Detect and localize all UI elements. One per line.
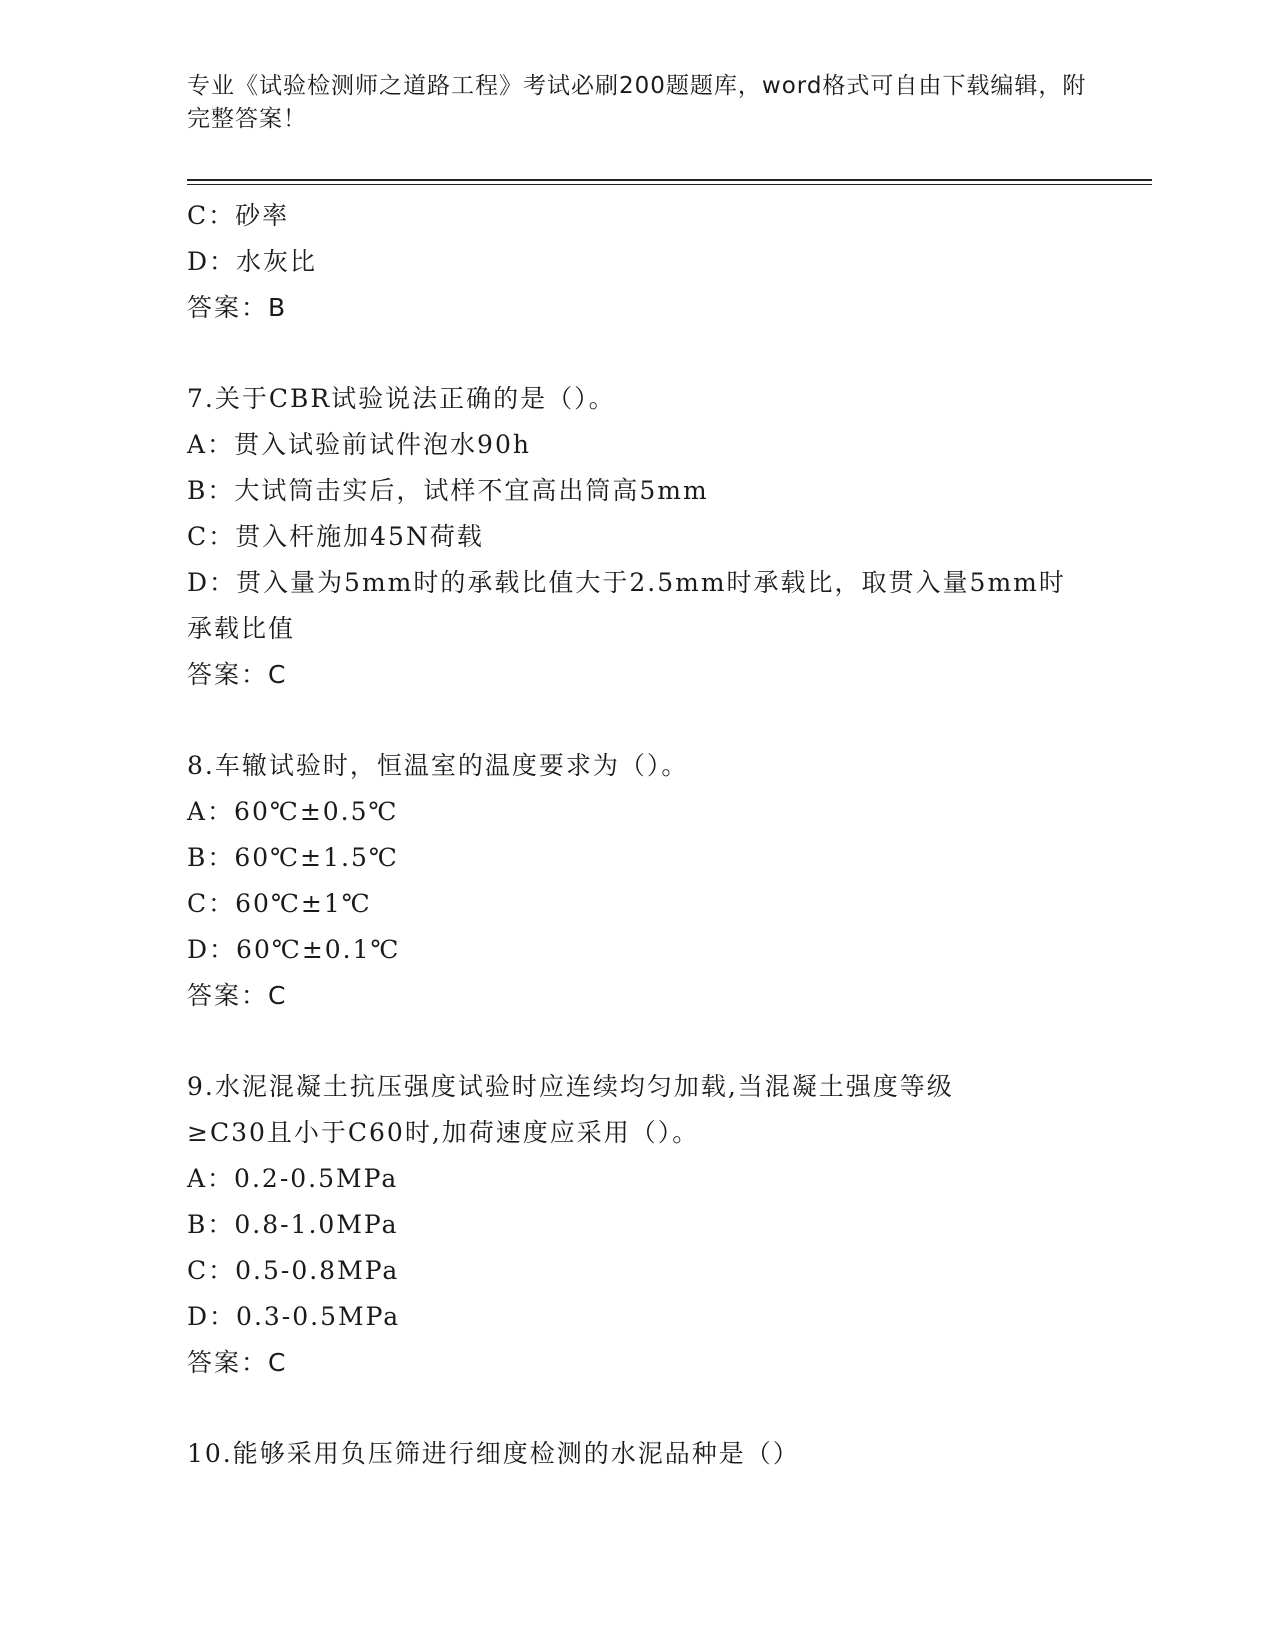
header-rule-thick xyxy=(187,179,1152,181)
option-c: C：贯入杆施加45N荷载 xyxy=(187,522,484,551)
answer: 答案：C xyxy=(187,660,288,689)
option-b: B：60℃±1.5℃ xyxy=(187,843,399,872)
option-c: C：60℃±1℃ xyxy=(187,889,372,918)
question-stem: 10.能够采用负压筛进行细度检测的水泥品种是（） xyxy=(187,1439,800,1468)
option-b: B：0.8-1.0MPa xyxy=(187,1210,399,1239)
question-content xyxy=(187,193,1087,1477)
answer: 答案：B xyxy=(187,293,288,322)
question-8 xyxy=(187,743,1087,1019)
option-d: D：水灰比 xyxy=(187,247,318,276)
answer: 答案：C xyxy=(187,981,288,1010)
option-d: D：贯入量为5mm时的承载比值大于2.5mm时承载比，取贯入量5mm时承载比值 xyxy=(187,568,1066,643)
question-stem: 8.车辙试验时，恒温室的温度要求为（）。 xyxy=(187,751,689,780)
question-10 xyxy=(187,1431,1087,1477)
option-a: A：贯入试验前试件泡水90h xyxy=(187,430,531,459)
option-d: D：0.3-0.5MPa xyxy=(187,1302,401,1331)
header-rule-thin xyxy=(187,184,1152,185)
question-stem: 7.关于CBR试验说法正确的是（）。 xyxy=(187,384,616,413)
question-6-tail xyxy=(187,193,1087,331)
option-d: D：60℃±0.1℃ xyxy=(187,935,401,964)
document-header: 专业《试验检测师之道路工程》考试必刷200题题库，word格式可自由下载编辑，附完整答案！ xyxy=(187,73,1087,132)
option-a: A：0.2-0.5MPa xyxy=(187,1164,399,1193)
option-b: B：大试筒击实后，试样不宜高出筒高5mm xyxy=(187,476,709,505)
answer: 答案：C xyxy=(187,1348,288,1377)
option-c: C：0.5-0.8MPa xyxy=(187,1256,400,1285)
question-7 xyxy=(187,376,1087,698)
option-a: A：60℃±0.5℃ xyxy=(187,797,399,826)
question-9 xyxy=(187,1064,1087,1386)
question-stem: 9.水泥混凝土抗压强度试验时应连续均匀加载,当混凝土强度等级≥C30且小于C60时,加荷速度应采用（）。 xyxy=(187,1072,954,1147)
option-c: C：砂率 xyxy=(187,201,290,230)
